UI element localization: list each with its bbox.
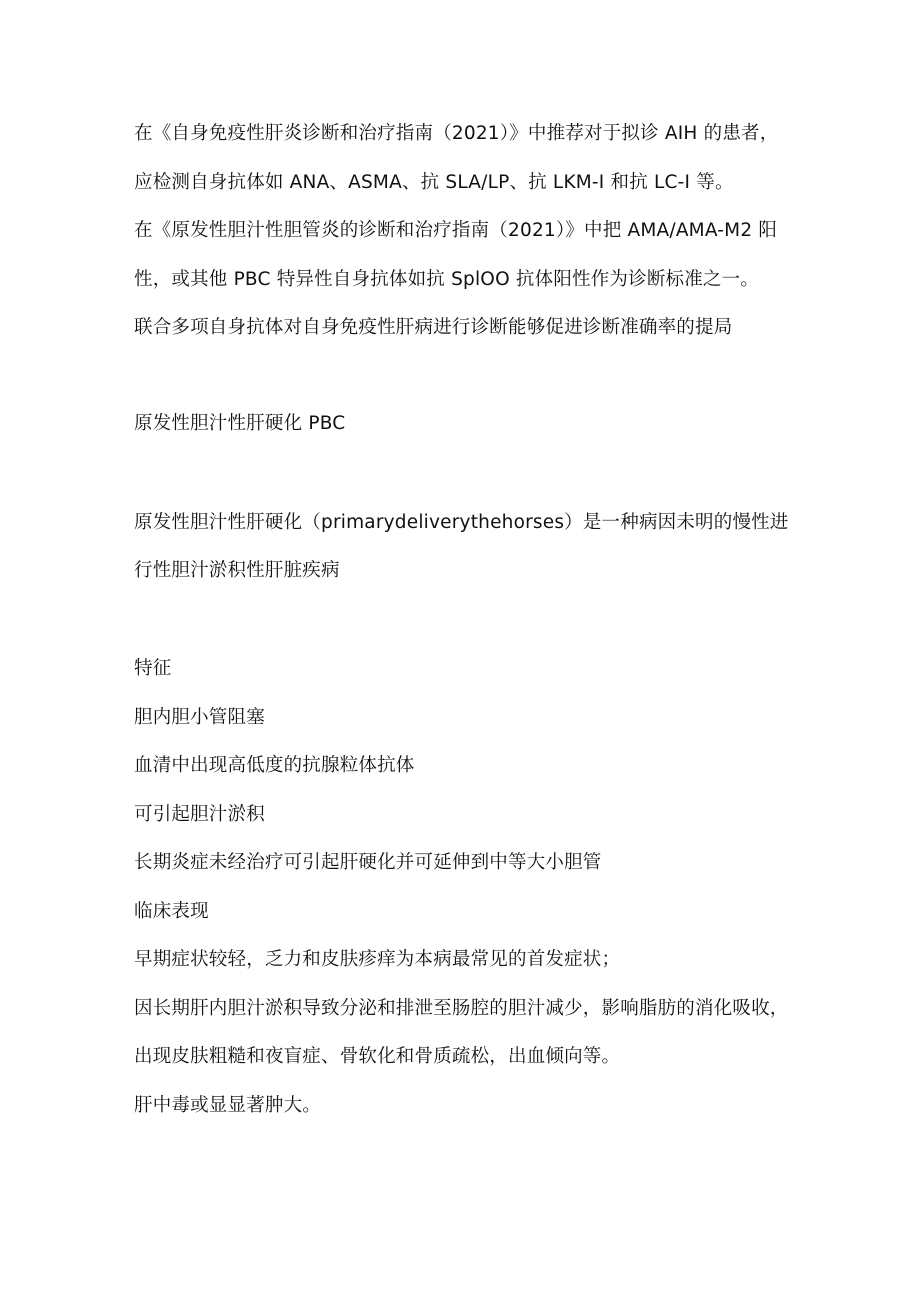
- section-heading-pbc: 原发性胆汁性肝硬化 PBC: [134, 413, 346, 434]
- clinical-item: 早期症状较轻，乏力和皮肤疹痒为本病最常见的首发症状；: [134, 949, 621, 970]
- paragraph-pbc-definition-line1: 原发性胆汁性肝硬化（primarydeliverythehorses）是一种病因未明的慢性进: [134, 512, 789, 533]
- paragraph-pbc-guideline-line2: 性，或其他 PBC 特异性自身抗体如抗 SplOO 抗体阳性作为诊断标准之一。: [134, 269, 760, 290]
- feature-item: 可引起胆汁淤积: [134, 804, 265, 825]
- paragraph-aih-guideline-line1: 在《自身免疫性肝炎诊断和治疗指南（2021）》中推荐对于拟诊 AIH 的患者，: [134, 123, 779, 144]
- paragraph-pbc-guideline-line1: 在《原发性胆汁性胆管炎的诊断和治疗指南（2021）》中把 AMA/AMA-M2 阳: [134, 220, 778, 241]
- heading-features: 特征: [134, 658, 172, 679]
- clinical-item: 肝中毒或显显著肿大。: [134, 1095, 322, 1116]
- paragraph-pbc-definition-line2: 行性胆汁淤积性肝脏疾病: [134, 560, 340, 581]
- paragraph-combined-antibodies: 联合多项自身抗体对自身免疫性肝病进行诊断能够促进诊断准确率的提局: [134, 317, 733, 338]
- clinical-item-line1: 因长期肝内胆汁淤积导致分泌和排泄至肠腔的胆汁减少，影响脂肪的消化吸收，: [134, 998, 789, 1019]
- paragraph-aih-guideline-line2: 应检测自身抗体如 ANA、ASMA、抗 SLA/LP、抗 LKM-I 和抗 LC-I 等。: [134, 172, 734, 193]
- heading-clinical-manifestations: 临床表现: [134, 901, 209, 922]
- feature-item: 血清中出现高低度的抗腺粒体抗体: [134, 755, 415, 776]
- clinical-item-line2: 出现皮肤粗糙和夜盲症、骨软化和骨质疏松，出血倾向等。: [134, 1046, 621, 1067]
- feature-item: 长期炎症未经治疗可引起肝硬化并可延伸到中等大小胆管: [134, 852, 602, 873]
- feature-item: 胆内胆小管阻塞: [134, 707, 265, 728]
